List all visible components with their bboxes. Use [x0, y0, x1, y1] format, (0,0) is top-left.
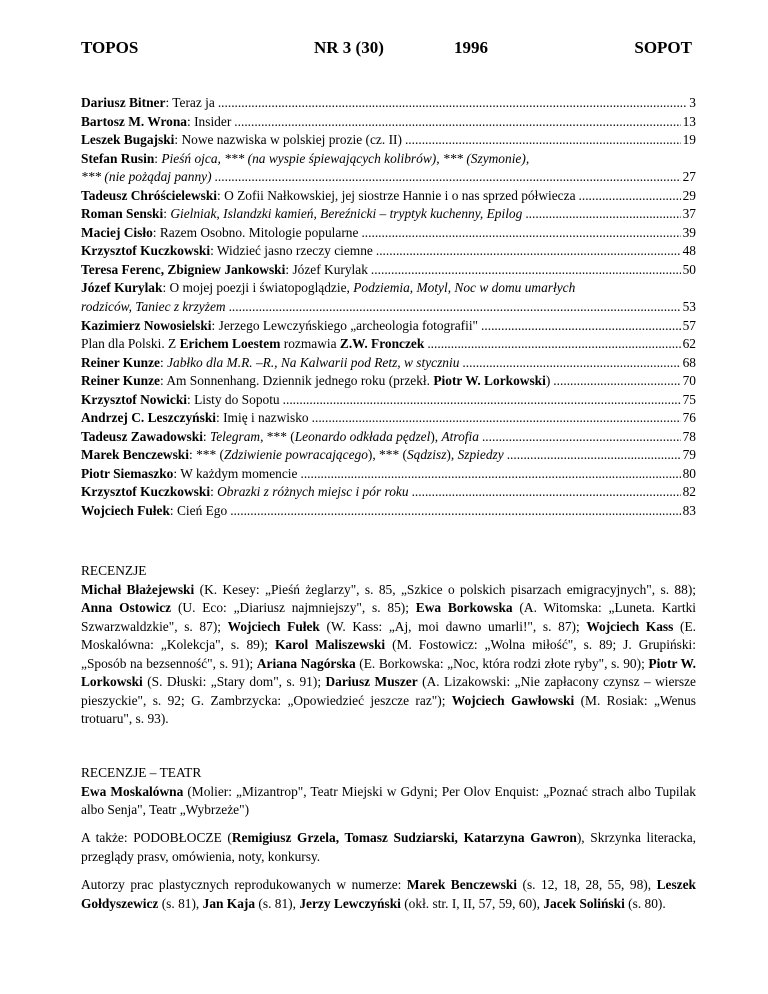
toc-author: Maciej Cisło	[81, 224, 153, 240]
toc-author: Krzysztof Nowicki	[81, 391, 187, 407]
toc-page: 78	[682, 428, 696, 444]
toc-entry-line: Józef Kurylak: O mojej poezji i światopoglądzie, Podziemia, Motyl, Noc w domu umarłych	[81, 280, 576, 296]
journal-name: TOPOS	[81, 38, 139, 57]
toc-title: Razem Osobno. Mitologie popularne	[159, 224, 359, 240]
toc-page: 79	[682, 447, 696, 463]
reviews-heading: RECENZJE	[81, 563, 147, 578]
toc-title: rodziców, Taniec z krzyżem	[81, 299, 226, 315]
review-text: (S. Dłuski: „Stary dom", s. 91);	[142, 674, 326, 689]
toc-page: 82	[682, 484, 696, 500]
toc-page: 29	[682, 187, 696, 203]
toc-title: Nowe nazwiska w polskiej prozie (cz. II)	[181, 132, 402, 148]
reviewer: Wojciech Fułek	[227, 618, 320, 634]
toc-author: Tadeusz Zawadowski	[81, 428, 203, 444]
toc-author: Stefan Rusin	[81, 150, 155, 166]
toc-title: Jerzego Lewczyńskiego „archeologia fotografii"	[218, 317, 479, 333]
toc-entry: Kazimierz Nowosielski: Jerzego Lewczyńskiego „archeologia fotografii" ..... 57	[81, 317, 696, 336]
toc-entry: Teresa Ferenc, Zbigniew Jankowski: Józef Kurylak ..... 50	[81, 261, 696, 280]
issue-city: SOPOT	[634, 38, 692, 57]
toc-title-sep: , *** (	[260, 428, 295, 444]
reviewer: Wojciech Kass	[586, 618, 674, 634]
toc-title: Leonardo odkłada pędzel	[294, 428, 431, 444]
reviewer: Piotr W. Lorkowski	[81, 655, 696, 689]
issue-year: 1996	[454, 38, 488, 57]
toc-entry: Wojciech Fułek: Cień Ego ..... 83	[81, 502, 696, 521]
toc-title: Teraz ja	[172, 95, 215, 110]
artist-name: Jan Kaja	[202, 895, 256, 911]
reviewer: Ariana Nagórska	[256, 655, 356, 671]
theatre-paragraph	[81, 783, 696, 820]
toc-author: Józef Kurylak	[81, 280, 163, 296]
toc-page: 39	[682, 224, 696, 240]
also-lead: A także: PODOBŁOCZE (	[81, 830, 232, 845]
also-section	[81, 829, 696, 866]
artist-pages: (s. 81),	[255, 895, 300, 911]
artists-lead: Autorzy prac plastycznych reprodukowanych w numerze:	[81, 877, 407, 892]
review-text: (Molier: „Mizantrop", Teatr Miejski w Gdyni; Per Olov Enquist: „Poznać strach albo Tupilak albo Senja", Teatr „Wybrzeże")	[81, 783, 696, 817]
toc-interviewer: Z.W. Fronczek	[339, 336, 425, 352]
toc-title: Widzieć jasno rzeczy ciemne	[216, 243, 373, 259]
reviewer: Anna Ostowicz	[81, 600, 172, 615]
toc-page: 53	[682, 299, 696, 315]
review-text: (A. Lizakowski: „Nie zapłacony czynsz – wiersze pieszyckie", s. 92; G. Zambrzycka: „Opowiedzieć jeszcze raz");	[81, 674, 696, 708]
table-of-contents	[81, 94, 696, 521]
toc-title: *** (nie pożądaj panny)	[81, 169, 212, 185]
toc-entry: Piotr Siemaszko: W każdym momencie ..... 80	[81, 465, 696, 484]
artist-pages: (s. 12, 18, 28, 55, 98),	[517, 877, 657, 892]
toc-entry: Tadeusz Chróścielewski: O Zofii Nałkowskiej, jej siostrze Hannie i o nas sprzed półwiecza ..... 29	[81, 187, 696, 206]
theatre-heading: RECENZJE – TEATR	[81, 765, 202, 780]
toc-title: Cień Ego	[176, 503, 228, 519]
issue-number: NR 3 (30)	[314, 38, 384, 57]
toc-title: Pieśń ojca, *** (na wyspie śpiewających kolibrów), *** (Szymonie),	[161, 150, 530, 166]
toc-title: Zdziwienie powracającego	[223, 447, 368, 463]
toc-page: 70	[682, 373, 696, 389]
page-header	[81, 38, 692, 60]
review-text: (A. Witomska: „Luneta. Kartki Szwarzwaldzkie", s. 87);	[81, 600, 696, 634]
toc-entry-line: Stefan Rusin: Pieśń ojca, *** (na wyspie śpiewających kolibrów), *** (Szymonie),	[81, 150, 530, 166]
toc-author: Tadeusz Chróścielewski	[81, 187, 218, 203]
toc-entry	[81, 298, 696, 317]
toc-title: Insider	[194, 113, 232, 129]
toc-author: Teresa Ferenc, Zbigniew Jankowski	[81, 261, 286, 277]
toc-title-close: )	[545, 373, 551, 389]
toc-page: 68	[682, 354, 696, 370]
artist-pages: (okł. str. I, II, 57, 59, 60),	[400, 895, 544, 911]
toc-author: Reiner Kunze	[81, 373, 160, 389]
toc-title: Gielniak, Islandzki kamień, Bereźnicki – tryptyk kuchenny, Epilog	[170, 206, 523, 222]
toc-author: Bartosz M. Wrona	[81, 113, 188, 129]
toc-page: 19	[682, 132, 696, 148]
toc-author: Krzysztof Kuczkowski	[81, 243, 211, 259]
toc-entry: Krzysztof Nowicki: Listy do Sopotu ..... 75	[81, 391, 696, 410]
reviews-paragraph	[81, 581, 696, 729]
toc-entry: Krzysztof Kuczkowski: Obrazki z różnych miejsc i pór roku ..... 82	[81, 483, 696, 502]
toc-title: O mojej poezji i światopoglądzie,	[169, 280, 350, 296]
review-text: (U. Eco: „Diariusz najmniejszy", s. 85);	[171, 600, 416, 615]
also-names: Remigiusz Grzela, Tomasz Sudziarski, Katarzyna Gawron	[231, 830, 577, 845]
theatre-section	[81, 764, 696, 820]
toc-author: Wojciech Fułek	[81, 503, 170, 519]
toc-entry: Bartosz M. Wrona: Insider ..... 13	[81, 113, 696, 132]
toc-title-sep: *** (	[196, 447, 224, 463]
toc-title: W każdym momencie	[180, 465, 298, 481]
toc-page: 13	[682, 113, 696, 129]
artist-name: Leszek Gołdyszewicz	[81, 877, 696, 911]
toc-author: Leszek Bugajski	[81, 132, 175, 148]
toc-title-italic: Podziemia, Motyl, Noc w domu umarłych	[353, 280, 576, 296]
artist-name: Marek Benczewski	[406, 877, 518, 892]
toc-entry: Tadeusz Zawadowski: Telegram, *** (Leonardo odkłada pędzel), Atrofia ..... 78	[81, 428, 696, 447]
review-text: (M. Rosiak: „Wenus trotuaru", s. 93).	[81, 692, 696, 726]
toc-author: Kazimierz Nowosielski	[81, 317, 212, 333]
toc-page: 48	[682, 243, 696, 259]
toc-entry: Roman Senski: Gielniak, Islandzki kamień, Bereźnicki – tryptyk kuchenny, Epilog ..... 37	[81, 205, 696, 224]
toc-title: Imię i nazwisko	[223, 410, 309, 426]
reviewer: Dariusz Muszer	[325, 674, 418, 689]
toc-title-sep: ),	[446, 447, 458, 463]
toc-entry: Leszek Bugajski: Nowe nazwiska w polskiej prozie (cz. II) ..... 19	[81, 131, 696, 150]
toc-title: Plan dla Polski. Z	[81, 336, 177, 352]
toc-entry	[81, 335, 696, 354]
review-text: (W. Kass: „Aj, moi dawno umarli!", s. 87);	[319, 618, 587, 634]
toc-author: Erichem Loestem	[179, 336, 281, 352]
toc-author: Piotr Siemaszko	[81, 465, 174, 481]
reviewer: Michał Błażejewski	[81, 581, 195, 597]
reviewer: Ewa Moskalówna	[81, 783, 184, 799]
toc-page: 27	[682, 169, 696, 185]
artist-pages: (s. 80).	[624, 895, 666, 911]
toc-title: Sądzisz	[406, 447, 447, 463]
toc-author: Reiner Kunze	[81, 354, 160, 370]
toc-title: O Zofii Nałkowskiej, jej siostrze Hannie i o nas sprzed półwiecza	[224, 187, 576, 203]
toc-page: 50	[682, 261, 696, 277]
toc-title: Am Sonnenhang. Dziennik jednego roku (przekł.	[166, 373, 430, 389]
toc-title-middle: rozmawia	[283, 336, 337, 352]
reviewer: Karol Maliszewski	[275, 637, 386, 652]
toc-page: 80	[682, 465, 696, 481]
toc-title: Jabłko dla M.R. –R., Na Kalwarii pod Retz, w styczniu	[167, 354, 460, 370]
reviewer: Ewa Borkowska	[415, 600, 513, 615]
toc-author: Roman Senski	[81, 206, 164, 222]
toc-page: 75	[682, 391, 696, 407]
toc-title: Atrofia	[441, 428, 479, 444]
artist-pages: (s. 81),	[158, 895, 203, 911]
toc-translator: Piotr W. Lorkowski	[433, 373, 546, 389]
toc-title: Szpiedzy	[457, 447, 504, 463]
toc-title-sep: ),	[430, 428, 442, 444]
toc-page: 37	[682, 206, 696, 222]
review-text: (M. Fostowicz: „Wolna miłość", s. 89; J. Grupiński: „Sposób na bezsenność", s. 91);	[81, 637, 696, 671]
toc-author: Krzysztof Kuczkowski	[81, 484, 211, 500]
reviews-section	[81, 562, 696, 729]
toc-entry	[81, 168, 696, 187]
toc-entry: Reiner Kunze: Jabłko dla M.R. –R., Na Kalwarii pod Retz, w styczniu ..... 68	[81, 354, 696, 373]
toc-author: Dariusz Bitner	[81, 95, 166, 110]
toc-page: 76	[682, 410, 696, 426]
toc-title: Listy do Sopotu	[194, 391, 280, 407]
toc-entry: Krzysztof Kuczkowski: Widzieć jasno rzeczy ciemne ..... 48	[81, 242, 696, 261]
toc-title-sep: ), *** (	[367, 447, 407, 463]
toc-entry: Marek Benczewski: *** (Zdziwienie powracającego), *** (Sądzisz), Szpiedzy ..... 79	[81, 446, 696, 465]
toc-author: Marek Benczewski	[81, 447, 189, 463]
reviewer: Wojciech Gawłowski	[451, 692, 575, 708]
review-text: (K. Kesey: „Pieśń żeglarzy", s. 85, „Szkice o polskich pisarzach emigracyjnych", s. 88);	[194, 581, 696, 597]
toc-entry: Maciej Cisło: Razem Osobno. Mitologie popularne ..... 39	[81, 224, 696, 243]
also-tail: ), Skrzynka literacka, przeglądy prasv, omówienia, noty, konkursy.	[81, 830, 696, 864]
toc-title: Józef Kurylak	[292, 261, 368, 277]
toc-entry: Andrzej C. Leszczyński: Imię i nazwisko ..... 76	[81, 409, 696, 428]
artist-name: Jerzy Lewczyński	[299, 895, 401, 911]
toc-page: 83	[682, 503, 696, 519]
toc-page: 62	[682, 336, 696, 352]
toc-author: Andrzej C. Leszczyński	[81, 410, 217, 426]
toc-entry: Dariusz Bitner: Teraz ja ..... 3	[81, 94, 696, 113]
toc-page: 57	[682, 317, 696, 333]
toc-page: 3	[689, 95, 696, 110]
toc-title: Telegram	[210, 428, 261, 444]
artist-name: Jacek Soliński	[543, 895, 625, 911]
toc-entry: Reiner Kunze: Am Sonnenhang. Dziennik jednego roku (przekł. Piotr W. Lorkowski) ..... 70	[81, 372, 696, 391]
toc-title: Obrazki z różnych miejsc i pór roku	[217, 484, 409, 500]
artists-section	[81, 876, 696, 913]
review-text: (E. Moskalówna: „Kolekcja", s. 89);	[81, 618, 697, 652]
review-text: (E. Borkowska: „Noc, która rodzi złote ryby", s. 90);	[355, 655, 649, 671]
